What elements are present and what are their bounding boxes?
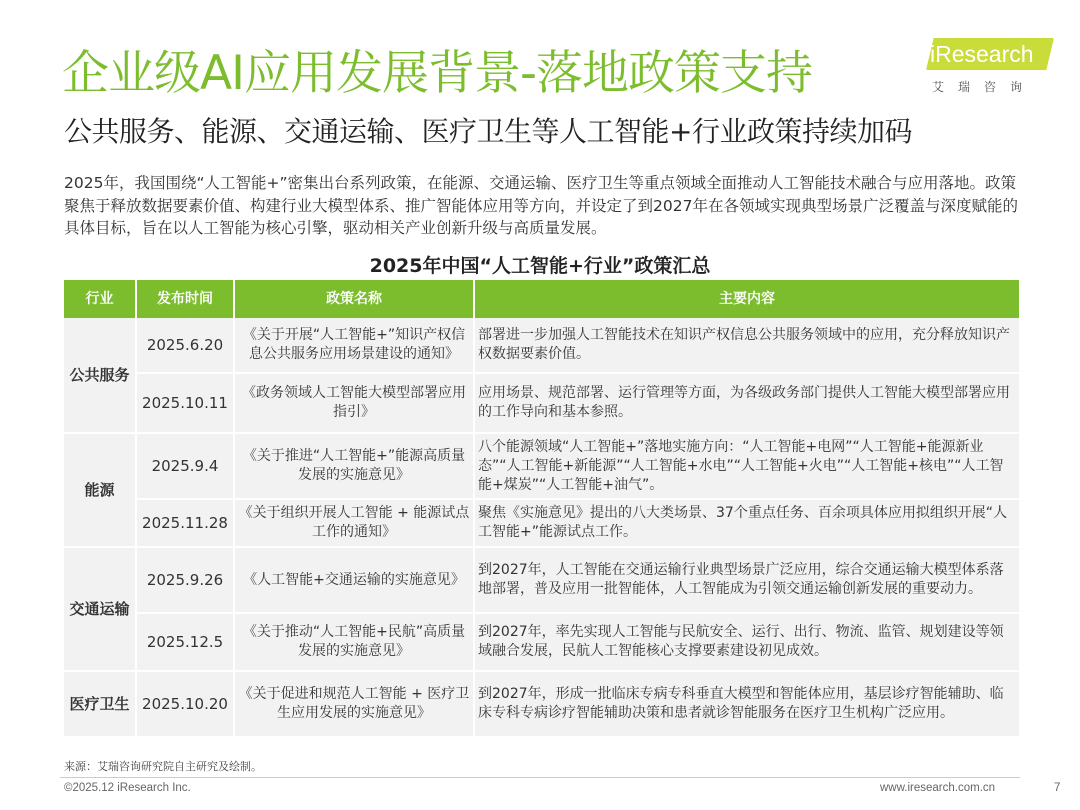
content-cell: 聚焦《实施意见》提出的八大类场景、37个重点任务、百余项具体应用拟组织开展“人工智能+”能源试点工作。: [474, 499, 1019, 547]
page-subtitle: 公共服务、能源、交通运输、医疗卫生等人工智能+行业政策持续加码: [64, 115, 912, 148]
logo-subtitle: 艾瑞咨询: [932, 80, 1037, 94]
table-row: [64, 671, 1019, 737]
copyright-text: ©2025.12 iResearch Inc.: [64, 782, 191, 794]
source-note: 来源：艾瑞咨询研究院自主研究及绘制。: [64, 760, 262, 773]
industry-cell: 交通运输: [64, 547, 136, 671]
policy-name-cell: 《政务领域人工智能大模型部署应用指引》: [234, 373, 474, 433]
table-row: [64, 547, 1019, 613]
industry-cell: 医疗卫生: [64, 671, 136, 737]
website-link[interactable]: www.iresearch.com.cn: [880, 782, 996, 794]
content-cell: 部署进一步加强人工智能技术在知识产权信息公共服务领域中的应用，充分释放知识产权数据要素价值。: [474, 318, 1019, 373]
content-cell: 应用场景、规范部署、运行管理等方面，为各级政务部门提供人工智能大模型部署应用的工作导向和基本参照。: [474, 373, 1019, 433]
table-row: [64, 318, 1019, 373]
table-header-row: [64, 280, 1019, 318]
table-row: [64, 373, 1019, 433]
policy-name-cell: 《关于促进和规范人工智能 + 医疗卫生应用发展的实施意见》: [234, 671, 474, 737]
policy-name-cell: 《人工智能+交通运输的实施意见》: [234, 547, 474, 613]
content-cell: 到2027年，形成一批临床专病专科垂直大模型和智能体应用，基层诊疗智能辅助、临床专科专病诊疗智能辅助决策和患者就诊智能服务在医疗卫生机构广泛应用。: [474, 671, 1019, 737]
policy-name-cell: 《关于开展“人工智能+”知识产权信息公共服务应用场景建设的通知》: [234, 318, 474, 373]
page-title: 企业级AI应用发展背景-落地政策支持: [62, 46, 812, 101]
date-cell: 2025.10.11: [136, 373, 234, 433]
iresearch-logo: [916, 38, 1056, 100]
industry-cell: 公共服务: [64, 318, 136, 433]
content-cell: 八个能源领域“人工智能+”落地实施方向：“人工智能+电网”“人工智能+能源新业态”“人工智能+新能源”“人工智能+水电”“人工智能+火电”“人工智能+核电”“人工智能+煤炭”“人工智能+油气”。: [474, 433, 1019, 499]
date-cell: 2025.12.5: [136, 613, 234, 671]
policy-name-cell: 《关于推进“人工智能+”能源高质量发展的实施意见》: [234, 433, 474, 499]
logo-brand: iResearch: [930, 41, 1034, 67]
date-cell: 2025.11.28: [136, 499, 234, 547]
page-number: 7: [1054, 782, 1061, 794]
industry-cell: 能源: [64, 433, 136, 547]
date-cell: 2025.9.4: [136, 433, 234, 499]
policy-name-cell: 《关于推动“人工智能+民航”高质量发展的实施意见》: [234, 613, 474, 671]
footer-divider: [60, 777, 1020, 778]
table-title: 2025年中国“人工智能+行业”政策汇总: [369, 255, 711, 277]
table-row: [64, 613, 1019, 671]
policy-table: [64, 280, 1019, 738]
intro-paragraph: 2025年，我国围绕“人工智能+”密集出台系列政策，在能源、交通运输、医疗卫生等重点领域全面推动人工智能技术融合与应用落地。政策聚焦于释放数据要素价值、构建行业大模型体系、推广智能体应用等方向，并设定了到2027年在各领域实现典型场景广泛覆盖与深度赋能的具体目标，旨在以人工智能为核心引擎，驱动相关产业创新升级与高质量发展。: [64, 174, 1018, 237]
header-date: 发布时间: [136, 280, 234, 318]
header-industry: 行业: [64, 280, 136, 318]
header-content: 主要内容: [474, 280, 1019, 318]
content-cell: 到2027年，人工智能在交通运输行业典型场景广泛应用，综合交通运输大模型体系落地部署，普及应用一批智能体，人工智能成为引领交通运输创新发展的重要动力。: [474, 547, 1019, 613]
content-cell: 到2027年，率先实现人工智能与民航安全、运行、出行、物流、监管、规划建设等领域融合发展，民航人工智能核心支撑要素建设初见成效。: [474, 613, 1019, 671]
policy-name-cell: 《关于组织开展人工智能 + 能源试点工作的通知》: [234, 499, 474, 547]
table-row: [64, 433, 1019, 499]
date-cell: 2025.9.26: [136, 547, 234, 613]
date-cell: 2025.10.20: [136, 671, 234, 737]
header-policy-name: 政策名称: [234, 280, 474, 318]
table-row: [64, 499, 1019, 547]
date-cell: 2025.6.20: [136, 318, 234, 373]
